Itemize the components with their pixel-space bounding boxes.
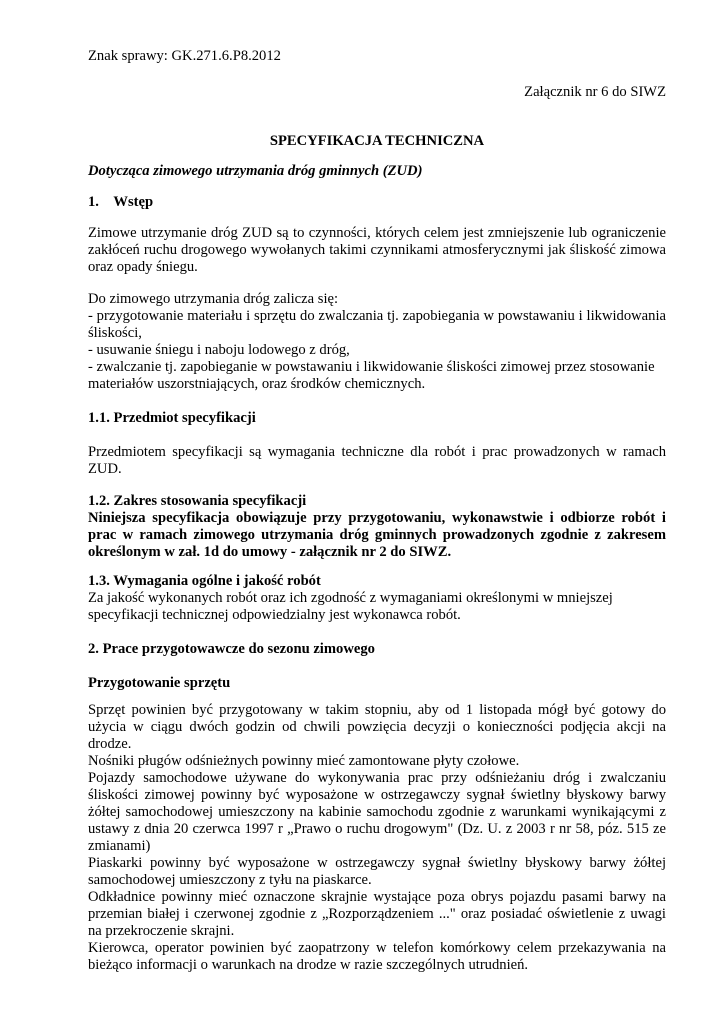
case-reference: Znak sprawy: GK.271.6.P8.2012 <box>88 48 281 64</box>
list-item: - usuwanie śniegu i naboju lodowego z dróg, <box>88 342 350 358</box>
section-1-list <box>88 291 666 393</box>
list-intro: Do zimowego utrzymania dróg zalicza się: <box>88 291 339 307</box>
section-1-1-heading: 1.1. Przedmiot specyfikacji <box>88 410 256 426</box>
list-item: - przygotowanie materiału i sprzętu do zwalczania tj. zapobiegania w powstawaniu i likwidowania śliskości, <box>88 308 666 341</box>
section-2-paragraph: Nośniki pługów odśnieżnych powinny mieć zamontowane płyty czołowe. <box>88 753 520 769</box>
document-page <box>88 48 666 974</box>
document-title: SPECYFIKACJA TECHNICZNA <box>269 133 485 149</box>
section-2-paragraph: Piaskarki powinny być wyposażone w ostrzegawczy sygnał świetlny błyskowy barwy żółtej samochodowej umieszczony z tyłu na piaskarce. <box>88 855 666 888</box>
section-2-paragraph: Pojazdy samochodowe używane do wykonywania prac przy odśnieżaniu dróg i zwalczaniu śliskości zimowej powinny być wyposażone w ostrzegawczy sygnał świetlny błyskowy barwy żółtej samochodowej umieszczony na kabinie samochodu zgodnie z warunkami wynikającymi z ustawy z dnia 20 czerwca 1997 r „Prawo o ruchu drogowym" (Dz. U. z 2003 r nr 58, póz. 515 ze zmianami) <box>88 770 666 854</box>
section-1-title: Wstęp <box>113 194 154 210</box>
section-2-subheading: Przygotowanie sprzętu <box>88 675 231 691</box>
section-1-3-line: specyfikacji technicznej odpowiedzialny jest wykonawca robót. <box>88 607 461 623</box>
section-1-3-heading: 1.3. Wymagania ogólne i jakość robót <box>88 573 321 589</box>
section-1-2-text: Niniejsza specyfikacja obowiązuje przy przygotowaniu, wykonawstwie i odbiorze robót i prac w ramach zimowego utrzymania dróg gminnych prowadzonych zgodnie z zakresem określonym w zał. 1d do umowy - załącznik nr 2 do SIWZ. <box>88 510 666 560</box>
section-2-paragraph: Odkładnice powinny mieć oznaczone skrajnie wystające poza obrys pojazdu pasami barwy na przemian białej i czerwonej zgodnie z „Rozporządzeniem ..." oraz posiadać oświetlenie z uwagi na przekroczenie skrajni. <box>88 889 666 939</box>
section-2-paragraph: Sprzęt powinien być przygotowany w takim stopniu, aby od 1 listopada mógł być gotowy do użycia w ciągu dwóch godzin od chwili powzięcia decyzji o konieczności podjęcia akcji na drodze. <box>88 702 666 752</box>
section-2-paragraph: Kierowca, operator powinien być zaopatrzony w telefon komórkowy celem przekazywania na bieżąco informacji o warunkach na drodze w razie szczególnych utrudnień. <box>88 940 666 973</box>
section-2-heading: 2. Prace przygotowawcze do sezonu zimowego <box>88 641 375 657</box>
section-1-3-line: Za jakość wykonanych robót oraz ich zgodność z wymaganiami określonymi w mniejszej <box>88 590 613 606</box>
document-subtitle: Dotycząca zimowego utrzymania dróg gminnych (ZUD) <box>88 163 423 179</box>
annex-label: Załącznik nr 6 do SIWZ <box>524 84 666 100</box>
list-item: - zwalczanie tj. zapobieganie w powstawaniu i likwidowanie śliskości zimowej przez stosowanie materiałów uszorstniających, oraz środków chemicznych. <box>88 359 655 392</box>
section-1-heading <box>88 194 666 211</box>
section-1-1-text: Przedmiotem specyfikacji są wymagania techniczne dla robót i prac prowadzonych w ramach ZUD. <box>88 444 666 477</box>
section-1-intro: Zimowe utrzymanie dróg ZUD są to czynności, których celem jest zmniejszenie lub ograniczenie zakłóceń ruchu drogowego wywołanych takimi czynnikami atmosferycznymi jak śliskość zimowa oraz opady śniegu. <box>88 225 666 275</box>
section-1-number: 1. <box>88 194 99 210</box>
section-1-2-heading: 1.2. Zakres stosowania specyfikacji <box>88 493 307 509</box>
section-2-body <box>88 702 666 974</box>
